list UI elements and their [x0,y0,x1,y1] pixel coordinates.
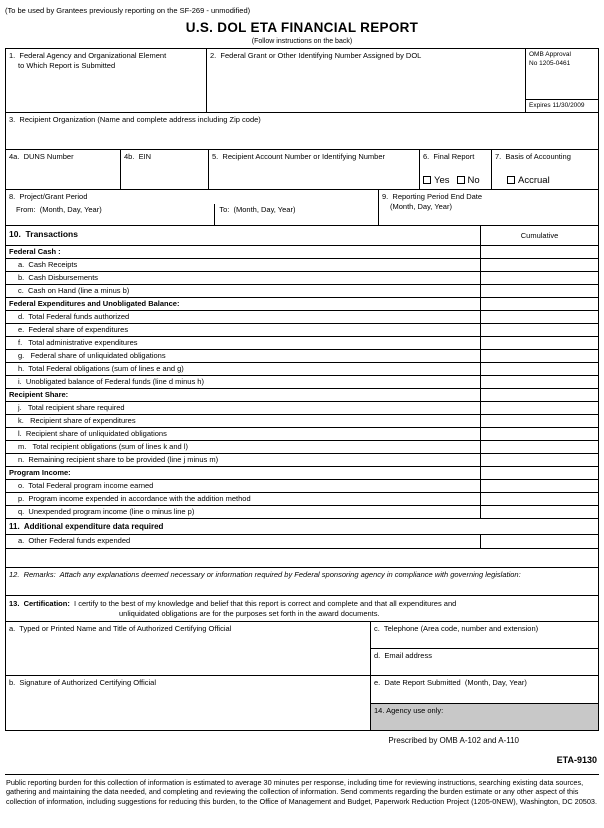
cumulative-value-cell[interactable] [480,480,598,492]
transaction-label: p. Program income expended in accordance with the addition method [18,494,251,503]
transaction-section-row [6,467,598,480]
transaction-label: j. Total recipient share required [18,403,125,412]
reporting-period-label: 9. Reporting Period End Date [382,192,483,201]
cumulative-value-cell[interactable] [480,454,598,466]
certification-label: 13. Certification: [9,599,70,608]
project-period-to[interactable]: To: (Month, Day, Year) [214,204,378,226]
transaction-row [6,402,598,415]
cumulative-value-cell[interactable] [480,363,598,375]
certification-row-a [6,622,598,676]
omb-approval-line2: No 1205-0461 [529,59,571,67]
additional-expenditure-row [6,535,598,549]
field-recipient-org-label: 3. Recipient Organization (Name and complete address including Zip code) [9,115,261,124]
field-certifying-official-name[interactable]: a. Typed or Printed Name and Title of Authorized Certifying Official [9,624,232,633]
transaction-label: l. Recipient share of unliquidated obligations [18,429,167,438]
additional-expenditure-header-row [6,519,598,535]
field-account-number-label: 5. Recipient Account Number or Identifying Number [212,152,386,161]
field-ein[interactable] [120,150,208,189]
reporting-period-label2: (Month, Day, Year) [390,201,452,211]
omb-expires: Expires 11/30/2009 [526,99,598,113]
transaction-label: c. Cash on Hand (line a minus b) [18,286,130,295]
burden-statement: Public reporting burden for this collection of information is estimated to average 30 minutes per response, including time for reviewing instructions, searching existing data sources, gathering and maintaining the data needed, and completing and reviewing the collection of information. Send comments regarding the burden estimate or any other aspect of this collection of information, including suggestions for reducing this burden, to the Office of Management and Budget, Paperwork Reduction Project (1205-0NEW), Washington, DC 20503. [5,774,599,809]
field-reporting-period-end-date[interactable] [378,190,598,225]
certification-text1: I certify to the best of my knowledge and belief that this report is correct and complete and that all expenditures and [69,599,457,608]
field-basis-label: 7. Basis of Accounting [495,152,571,161]
field-date-report-submitted[interactable]: e. Date Report Submitted (Month, Day, Year) [374,678,527,687]
transaction-row [6,506,598,519]
transaction-row [6,311,598,324]
certification-text2: unliquidated obligations are for the purposes set forth in the award documents. [119,608,380,618]
cumulative-value-cell[interactable] [480,337,598,349]
transaction-section-row [6,389,598,402]
omb-approval-text [526,49,598,99]
cumulative-value-cell [480,389,598,401]
transactions-heading: 10. Transactions [9,229,78,239]
field-duns-number[interactable] [6,150,120,189]
field-grant-number-label: 2. Federal Grant or Other Identifying Number Assigned by DOL [210,51,422,60]
transaction-row [6,350,598,363]
transaction-row [6,428,598,441]
cumulative-value-cell[interactable] [480,493,598,505]
spacer-cell [6,549,598,567]
field-federal-agency-label: 1. Federal Agency and Organizational Element [9,51,167,60]
transaction-label: q. Unexpended program income (line o minus line p) [18,507,195,516]
accrual-checkbox[interactable] [507,176,515,184]
field-account-number[interactable] [208,150,419,189]
field-federal-agency-label2: to Which Report is Submitted [18,60,116,70]
field-basis-of-accounting [491,150,598,189]
transaction-section-title: Program Income: [9,468,71,477]
cumulative-value-cell[interactable] [480,350,598,362]
transaction-label: i. Unobligated balance of Federal funds (line d minus h) [18,377,204,386]
remarks-row [6,568,598,596]
final-report-yes-label: Yes [434,174,450,186]
cumulative-value-cell[interactable] [480,415,598,427]
remarks-field[interactable]: 12. Remarks: Attach any explanations deemed necessary or information required by Federal sponsoring agency in compliance with governing legislation: [9,570,521,579]
prescribed-note: Prescribed by OMB A-102 and A-110 [388,736,519,745]
certification-heading-row [6,596,598,622]
cumulative-value-cell[interactable] [480,441,598,453]
transactions-body [6,246,598,519]
transaction-row [6,272,598,285]
certification-right-a [370,622,598,675]
transaction-row [6,337,598,350]
row-identifiers [6,150,598,190]
cumulative-value-cell[interactable] [480,285,598,297]
transaction-row [6,376,598,389]
cumulative-value-cell[interactable] [480,402,598,414]
cumulative-value-cell[interactable] [480,324,598,336]
row-recipient-org [6,113,598,150]
cumulative-value-cell [480,246,598,258]
field-ein-label: 4b. EIN [124,152,152,161]
transaction-section-title: Federal Expenditures and Unobligated Balance: [9,299,180,308]
transaction-row [6,480,598,493]
cumulative-value-cell[interactable] [480,311,598,323]
transaction-row [6,493,598,506]
final-report-options [423,176,488,188]
field-federal-agency[interactable] [6,49,206,112]
cumulative-value-cell [480,298,598,310]
form-table [5,48,599,731]
transaction-row [6,285,598,298]
cumulative-value-cell [480,467,598,479]
transaction-label: f. Total administrative expenditures [18,338,138,347]
certification-row-b [6,676,598,730]
omb-approval-line1: OMB Approval [529,51,571,58]
other-federal-funds-label: a. Other Federal funds expended [18,536,131,545]
row-periods [6,190,598,226]
agency-use-cell: 14. Agency use only: [371,703,598,731]
field-email-address[interactable]: d. Email address [371,648,598,675]
transaction-label: e. Federal share of expenditures [18,325,129,334]
project-period-from[interactable]: From: (Month, Day, Year) [16,204,102,214]
omb-approval-box [525,49,598,112]
cumulative-value-cell[interactable] [480,428,598,440]
field-duns-label: 4a. DUNS Number [9,152,74,161]
transaction-label: m. Total recipient obligations (sum of lines k and l) [18,442,188,451]
preface-note: (To be used by Grantees previously reporting on the SF-269 - unmodified) [5,6,251,15]
field-signature[interactable]: b. Signature of Authorized Certifying Official [9,678,157,687]
transaction-label: a. Cash Receipts [18,260,78,269]
transaction-label: k. Recipient share of expenditures [18,416,136,425]
final-report-no-label: No [467,174,480,186]
transaction-section-title: Federal Cash : [9,247,61,256]
field-grant-number[interactable] [206,49,525,112]
transaction-row [6,454,598,467]
project-period-columns [6,204,378,226]
cumulative-value-cell[interactable] [480,259,598,271]
transaction-label: o. Total Federal program income earned [18,481,154,490]
transaction-label: b. Cash Disbursements [18,273,99,282]
row-agency-grant [6,49,598,113]
transaction-section-title: Recipient Share: [9,390,69,399]
transaction-section-row [6,298,598,311]
additional-expenditure-heading: 11. Additional expenditure data required [9,522,164,531]
spacer-row [6,549,598,568]
field-recipient-org[interactable] [6,113,598,149]
transaction-section-row [6,246,598,259]
page-title: U.S. DOL ETA FINANCIAL REPORT [185,20,419,35]
final-report-yes-checkbox[interactable] [423,176,431,184]
certification-right-b [370,676,598,730]
transaction-label: g. Federal share of unliquidated obligations [18,351,166,360]
field-final-report [419,150,491,189]
final-report-no-checkbox[interactable] [457,176,465,184]
basis-options [495,176,595,188]
cumulative-value-cell[interactable] [480,376,598,388]
transaction-label: d. Total Federal funds authorized [18,312,130,321]
cumulative-column-header: Cumulative [480,226,598,245]
cumulative-value-cell[interactable] [480,506,598,518]
cumulative-value-cell[interactable] [480,272,598,284]
form-number: ETA-9130 [556,755,597,765]
field-final-report-label: 6. Final Report [423,152,475,161]
transaction-row [6,324,598,337]
transaction-label: h. Total Federal obligations (sum of lines e and g) [18,364,184,373]
transaction-row [6,363,598,376]
accrual-label: Accrual [518,174,550,186]
form-subtitle: (Follow instructions on the back) [251,38,353,45]
transaction-row [6,441,598,454]
project-period-label: 8. Project/Grant Period [9,192,88,201]
field-project-grant-period [6,190,378,225]
transaction-label: n. Remaining recipient share to be provided (line j minus m) [18,455,219,464]
field-telephone[interactable]: c. Telephone (Area code, number and extension) [374,624,539,633]
transaction-row [6,259,598,272]
transactions-header-row [6,226,598,246]
transaction-row [6,415,598,428]
certification-heading [6,596,598,621]
other-federal-funds-value-cell[interactable] [480,535,598,548]
